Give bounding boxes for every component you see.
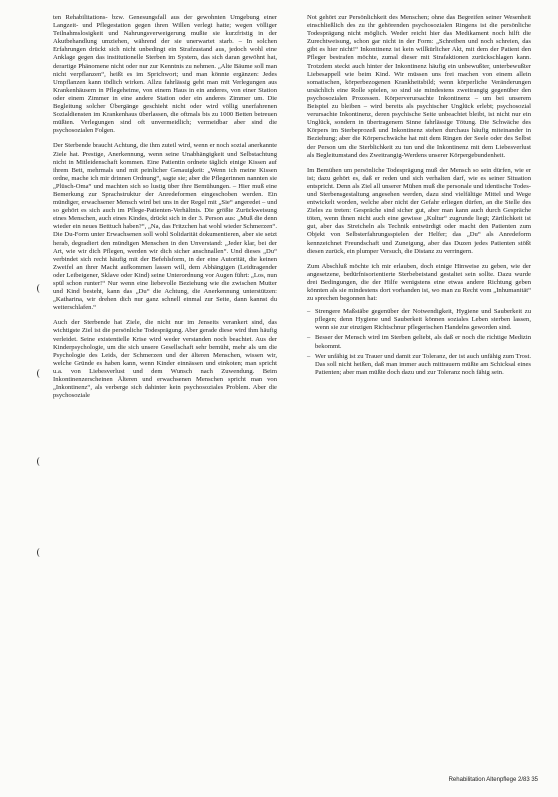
paragraph: ten Rehabilitations- bzw. Genesungsfall aus der gewohnten Umgebung einer Langzeit- und Pflegestation gegen ihren Willen verlegt hatte; wegen völliger Teilnahmslosigkeit und Nahrungsverweigerung mußte sie kurzfristig in der Akutbehandlung umziehen, während der sie unerwartet starb. – In solchen Erfahrungen drückt sich nicht unbedingt ein Strafzustand aus, jedoch wohl eine Anklage gegen das institutionelle Sterben im System, das sich daran gewöhnt hat, derartige Phänomene nicht oder nur zur Kenntnis zu nehmen. „Alte Bäume soll man nicht verpflanzen“, heißt es im Sprichwort; und man könnte ergänzen: Jedes Umpflanzen kann tödlich wirken. Allzu fahrlässig geht man mit Verlegungen aus Krankenhäusern in Pflegeheime, von einem Haus in ein anderes, von einer Station oder einem Zimmer in eine andere Station oder ein anderes Zimmer um. Die Begleitung solcher Übergänge geschieht nicht oder wird völlig unerfahrenen Sozialdiensten im Krankenhaus überlassen, die oftmals bis zu 1000 Betten betreuen müßten. Verlegungen sind oft unvermeidlich; vermeidbar aber sind die psychosozialen Folgen. [53,14,277,135]
list-item: – Besser der Mensch wird im Sterben geliebt, als daß er noch die richtige Medizin bekommt. [315,334,531,350]
paragraph: Auch der Sterbende hat Ziele, die nicht nur im Jenseits verankert sind, das wichtigste Ziel ist die persönliche Todesprägung. Aber gerade diese wird ihm häufig verleidet. Seine existentielle Krise wird weder verstanden noch beachtet. Aus der Kinderpsychologie, um die sich unsere Gesellschaft sehr bemüht, mehr als um die Psychologie des Leids, der Schmerzen und der älteren Menschen, wissen wir, welche Gründe es haben kann, wenn Kinder einnässen und einkoten; man spricht u.a. von Liebesverlust und dem Wunsch nach Zuwendung. Beim Inkontinenzerscheinen Älteren und erwachsenen Menschen spricht man von „Inkontinenz“, als verberge sich dahinter kein psychosoziales Problem. Aber die psychosoziale [53,319,277,400]
page-footer: Rehabilitation Altenpflege 2/83 35 [448,777,538,783]
paragraph: Zum Abschluß möchte ich mir erlauben, doch einige Hinweise zu geben, wie der angesetzene, bedürfnisorientierte Sterbebeistand gestaltet sein sollte. Dazu wurde drei Bedingungen, die der Hilfe wenigstens eine etwas andere Richtung geben könnten als sie mindestens dort vorhanden ist, wo man zu Recht vom „Inhumanität“ zu sprechen begonnen hat: [307,262,531,303]
left-text-column [53,14,277,405]
recommendation-list [307,308,531,377]
paragraph: Not gehört zur Persönlichkeit des Menschen; ohne das Begreifen seiner Wesenheit einschließlich des zu ihr gehörenden psychosozialen Ringens ist die persönliche Todesprägung nicht möglich. Weder reicht hier das Medikament noch hilft die Zurechtweisung, schon gar nicht in der Form: „Schreiben und noch schreien, das gibt es hier nicht!“ Inkontinenz ist kein willkürlicher Akt, mit dem der Patient den Pfleger bestrafen möchte, zumal dieser mit Strafaktionen zurückschlagen kann. Trotzdem steckt auch hinter der Inkontinenz häufig ein unbewußter, unterbewußter Liebesappell wie beim Kind. Wir müssen uns frei machen von einem allein somatischen, körperbezogenen Krankheitsbild; wenn körperliche Veränderungen ursächlich eine Rolle spielen, so sind sie mindestens zweitrangig gegenüber den psychosozialen Prozessen. Körperverursachte Inkontinenz – um bei unserem Beispiel zu bleiben – wird bereits als psychischer Unglück erlebt; psychosozial verursachte Inkontinenz, deren psychische Seite unbeachtet bleibt, ist nicht nur ein Unglück, sondern in übertragenem Sinne fahrlässige Tötung. Die Schwäche des Körpers im Sterbeprozeß und Inkontinenz stehen durchaus häufig miteinander in Beziehung; aber die Körperschwäche hat mit dem Ringen der Seele oder des Selbst der Person um die Sterblichkeit zu tun und die Inkontinenz mit dem Liebesverlust als Begleitumstand des Zweitrangig-Werdens unserer Körpergebundenheit. [307,14,531,159]
right-text-column [307,14,531,379]
paragraph: Der Sterbende braucht Achtung, die ihm zuteil wird, wenn er noch sozial anerkannte Ziele hat. Prestige, Anerkennung, wenn seine Unabhängigkeit und Selbstachtung nicht in Mitleidenschaft kommen. Eine Patientin ordnete täglich einige Kissen auf ihrem Bett, mehrmals und mit peinlicher Genauigkeit: „Wenn ich meine Kissen ordne, mache ich mir drinnen Ordnung“, sagte sie; aber die Pflegerinnen nannten sie „Plüsch-Oma“ und machten sich so lustig über ihre Bemühungen. – Hier muß eine Bemerkung zur Sprachstruktur der Anredeformen eingeschoben werden. Ein mündiger, erwachsener Mensch wird bei uns in der Regel mit „Sie“ angeredet – und so gehört es sich auch im Pflege-Patienten-Verhältnis. Die größte Zurückweisung eines Menschen, auch eines Kindes, drückt sich in der 3. Person aus: „Muß die denn wieder ein neues Betttuch haben?“, „Na, das Fritzchen hat wohl wieder Schmerzen“. Die Du-Form unter Erwachsenen soll wohl Solidarität dokumentieren, aber sie setzt herab, degradiert den mündigen Menschen in den Unverstand: „Jeder klar, bei der Art, wie wir dich Pflegen, werden wir dich sicher anschnallen“. Und dieses „Du“ verbindet sich recht häufig mit der Befehlsform, in der eine Autorität, die keinen Zweifel an ihrer Macht aufkommen lassen will, dem Abhängigen (Leidtragender oder Leibeigener, Sklave oder Kind) seine Unterordnung vor Augen führt: „Los, nun spül schon runter!“ Nur wenn eine liebevolle Beziehung wie die zwischen Mutter und Kind besteht, kann das „Du“ die Achtung, die Anerkennung unterstützen: „Katharina, wir drehen dich nur ganz schnell einmal zur Seite, dann kannst du weiterschlafen.“ [53,142,277,312]
list-item: – Wer unfähig ist zu Trauer und damit zur Toleranz, der ist auch unfähig zum Trost. Das soll nicht heißen, daß man immer auch mittrauern müßte am Schicksal eines Patienten; aber man müßte doch dazu und zur Toleranz noch fähig sein. [315,353,531,377]
punch-hole-mark [37,284,43,293]
punch-hole-mark [37,369,43,378]
punch-hole-mark [37,457,43,466]
paragraph: Im Bemühen um persönliche Todesprägung muß der Mensch so sein dürfen, wie er ist; dazu gehört es, daß er reden und sich verhalten darf, wie es seiner Situation entspricht. Denn als Ziel all unserer Mühen muß die personale und identische Todes- und Sterbensgestaltung angesehen werden, dazu sind vielfältige Mittel und Wege entwickelt worden, welche aber nicht der Gefahr erliegen dürfen, an die Stelle des Zieles zu treten: Gespräche sind sicher gut, aber man kann auch durch Gespräche töten, wenn ihnen nicht auch eine gewisse „Kultur“ zugrunde liegt; Zärtlichkeit ist gut, aber das Streicheln als Technik entwürdigt oder macht den Patienten zum Objekt von Selbsterfahrungsspielen der Helfer; das „Du“ als Anredeform kennzeichnet Freundschaft und Zuneigung, aber das Duzen jedes Patienten stößt diesen zurück, ein plumper Versuch, die Distanz zu verringern. [307,166,531,255]
punch-hole-mark [37,548,43,557]
list-item: – Strengere Maßstäbe gegenüber der Notwendigkeit, Hygiene und Sauberkeit zu pflegen; denn Hygiene und Sauberkeit können soziales Leben sterben lassen, wenn sie zur einzigen Richtschnur pflegerischen Handelns geworden sind. [315,308,531,332]
